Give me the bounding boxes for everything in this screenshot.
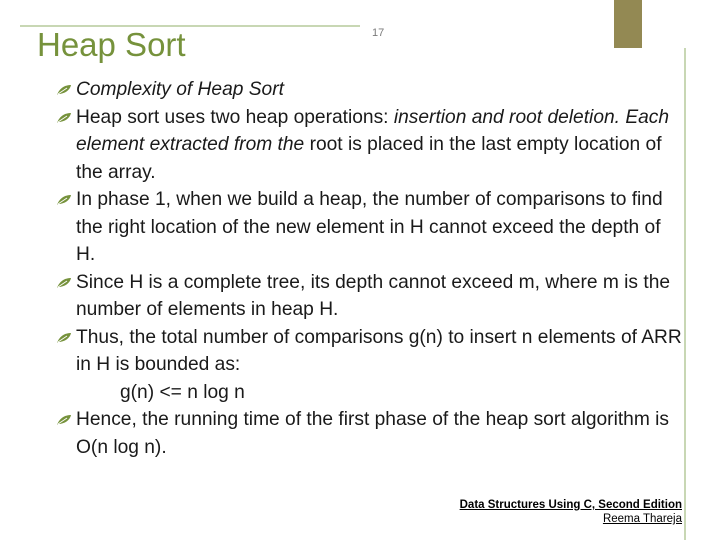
corner-decoration	[614, 0, 642, 48]
leaf-bullet-icon	[56, 194, 72, 206]
slide-number: 17	[372, 27, 385, 39]
leaf-bullet-icon	[56, 414, 72, 426]
bullet-item	[56, 406, 682, 461]
footer-author: Reema Thareja	[602, 513, 682, 525]
bullet-text: Hence, the running time of the first phase of the heap sort algorithm is O(n log n).	[76, 409, 670, 458]
leaf-bullet-icon	[56, 332, 72, 344]
bullet-item	[56, 104, 682, 187]
bullet-item-heading	[56, 76, 682, 104]
footer	[460, 498, 682, 526]
slide-content	[56, 76, 682, 461]
bullet-item	[56, 186, 682, 269]
footer-book-title: Data Structures Using C, Second Edition	[459, 499, 682, 511]
bullet-text: root is placed in the last empty location of the array.	[76, 134, 662, 183]
bullet-item	[56, 324, 682, 379]
slide-title: Heap Sort	[37, 26, 186, 63]
leaf-bullet-icon	[56, 277, 72, 289]
bullet-text: Thus, the total number of comparisons g(n) to insert n elements of ARR in H is bounded as:	[76, 326, 682, 375]
bullet-text: Heap sort uses two heap operations:	[76, 106, 394, 128]
leaf-bullet-icon	[56, 84, 72, 96]
slide-border-right	[684, 25, 686, 540]
bullet-text-italic: insertion and root deletion. Each element extracted from the	[76, 106, 670, 155]
formula: g(n) <= n log n	[120, 381, 245, 403]
bullet-text: Since H is a complete tree, its depth cannot exceed m, where m is the number of elements in heap H.	[76, 271, 671, 320]
bullet-item	[56, 269, 682, 324]
leaf-bullet-icon	[56, 112, 72, 124]
bullet-text: Complexity of Heap Sort	[76, 79, 284, 100]
bullet-text: In phase 1, when we build a heap, the number of comparisons to find the right location of the new element in H cannot exceed the depth of H.	[76, 189, 663, 265]
